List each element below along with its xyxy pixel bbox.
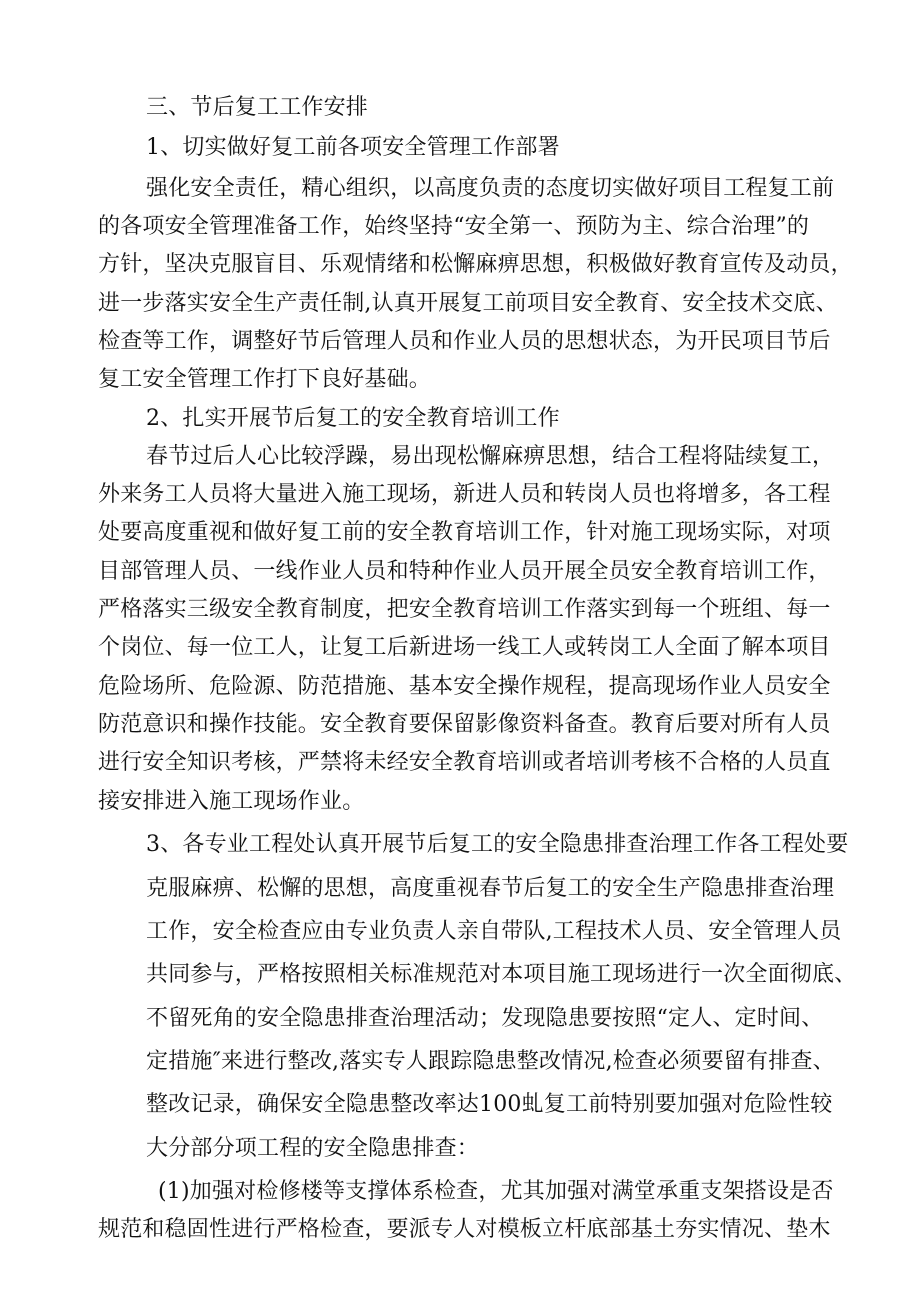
paragraph-line: 检查等工作，调整好节后管理人员和作业人员的思想状态，为开民项目节后: [98, 329, 831, 354]
paragraph-line: 进一步落实安全生产责任制,认真开展复工前项目安全教育、安全技术交底、: [98, 291, 838, 316]
paragraph-line: 防范意识和操作技能。安全教育要保留影像资料备查。教育后要对所有人员: [98, 712, 831, 737]
paragraph-line: 危险场所、危险源、防范措施、基本安全操作规程，提高现场作业人员安全: [98, 674, 831, 699]
paragraph-line: 工作，安全检查应由专业负责人亲自带队,工程技术人员、安全管理人员: [146, 919, 842, 944]
item3-title: 3、各专业工程处认真开展节后复工的安全隐患排查治理工作各工程处要: [146, 832, 849, 857]
item4-first-line: (1)加强对检修楼等支撑体系检查，尤其加强对满堂承重支架搭设是否: [158, 1179, 834, 1204]
paragraph-line: 强化安全责任，精心组织，以高度负责的态度切实做好项目工程复工前: [146, 176, 835, 201]
paragraph-line: 外来务工人员将大量进入施工现场，新进人员和转岗人员也将增多，各工程: [98, 482, 831, 507]
paragraph-line: 整改记录，确保安全隐患整改率达100虬复工前特别要加强对危险性较: [146, 1092, 833, 1117]
paragraph-line: 定措施″来进行整改,落实专人跟踪隐患整改情况,检查必须要留有排查、: [146, 1049, 835, 1074]
paragraph-line: 目部管理人员、一线作业人员和特种作业人员开展全员安全教育培训工作，: [98, 559, 831, 584]
paragraph-line: 大分部分项工程的安全隐患排查：: [146, 1136, 480, 1161]
paragraph-line: 不留死角的安全隐患排查治理活动；发现隐患要按照“定人、定时间、: [146, 1006, 824, 1031]
paragraph-line: 的各项安全管理准备工作，始终坚持“安全第一、预防为主、综合治理”的: [98, 214, 810, 239]
paragraph-line: 处要高度重视和做好复工前的安全教育培训工作，针对施工现场实际，对项: [98, 520, 831, 545]
paragraph-line: 复工安全管理工作打下良好基础。: [98, 367, 432, 392]
paragraph-line: 个岗位、每一位工人，让复工后新进场一线工人或转岗工人全面了解本项目: [98, 635, 831, 660]
paragraph-line: 接安排进入施工现场作业。: [98, 789, 365, 814]
item2-title: 2、扎实开展节后复工的安全教育培训工作: [146, 406, 560, 431]
paragraph-line: 春节过后人心比较浮躁，易出现松懈麻痹思想，结合工程将陆续复工，: [146, 444, 835, 469]
section-heading: 三、节后复工工作安排: [146, 95, 369, 120]
paragraph-line: 方针，坚决克服盲目、乐观情绪和松懈麻痹思想，积极做好教育宣传及动员，: [98, 252, 853, 277]
paragraph-line: 严格落实三级安全教育制度，把安全教育培训工作落实到每一个班组、每一: [98, 597, 831, 622]
item1-title: 1、切实做好复工前各项安全管理工作部署: [146, 135, 560, 160]
paragraph-line: 进行安全知识考核，严禁将未经安全教育培训或者培训考核不合格的人员直: [98, 750, 831, 775]
paragraph-line: 克服麻痹、松懈的思想，高度重视春节后复工的安全生产隐患排查治理: [146, 876, 835, 901]
paragraph-line: 规范和稳固性进行严格检查，要派专人对模板立杆底部基土夯实情况、垫木: [98, 1217, 831, 1242]
paragraph-line: 共同参与，严格按照相关标准规范对本项目施工现场进行一次全面彻底、: [146, 962, 857, 987]
